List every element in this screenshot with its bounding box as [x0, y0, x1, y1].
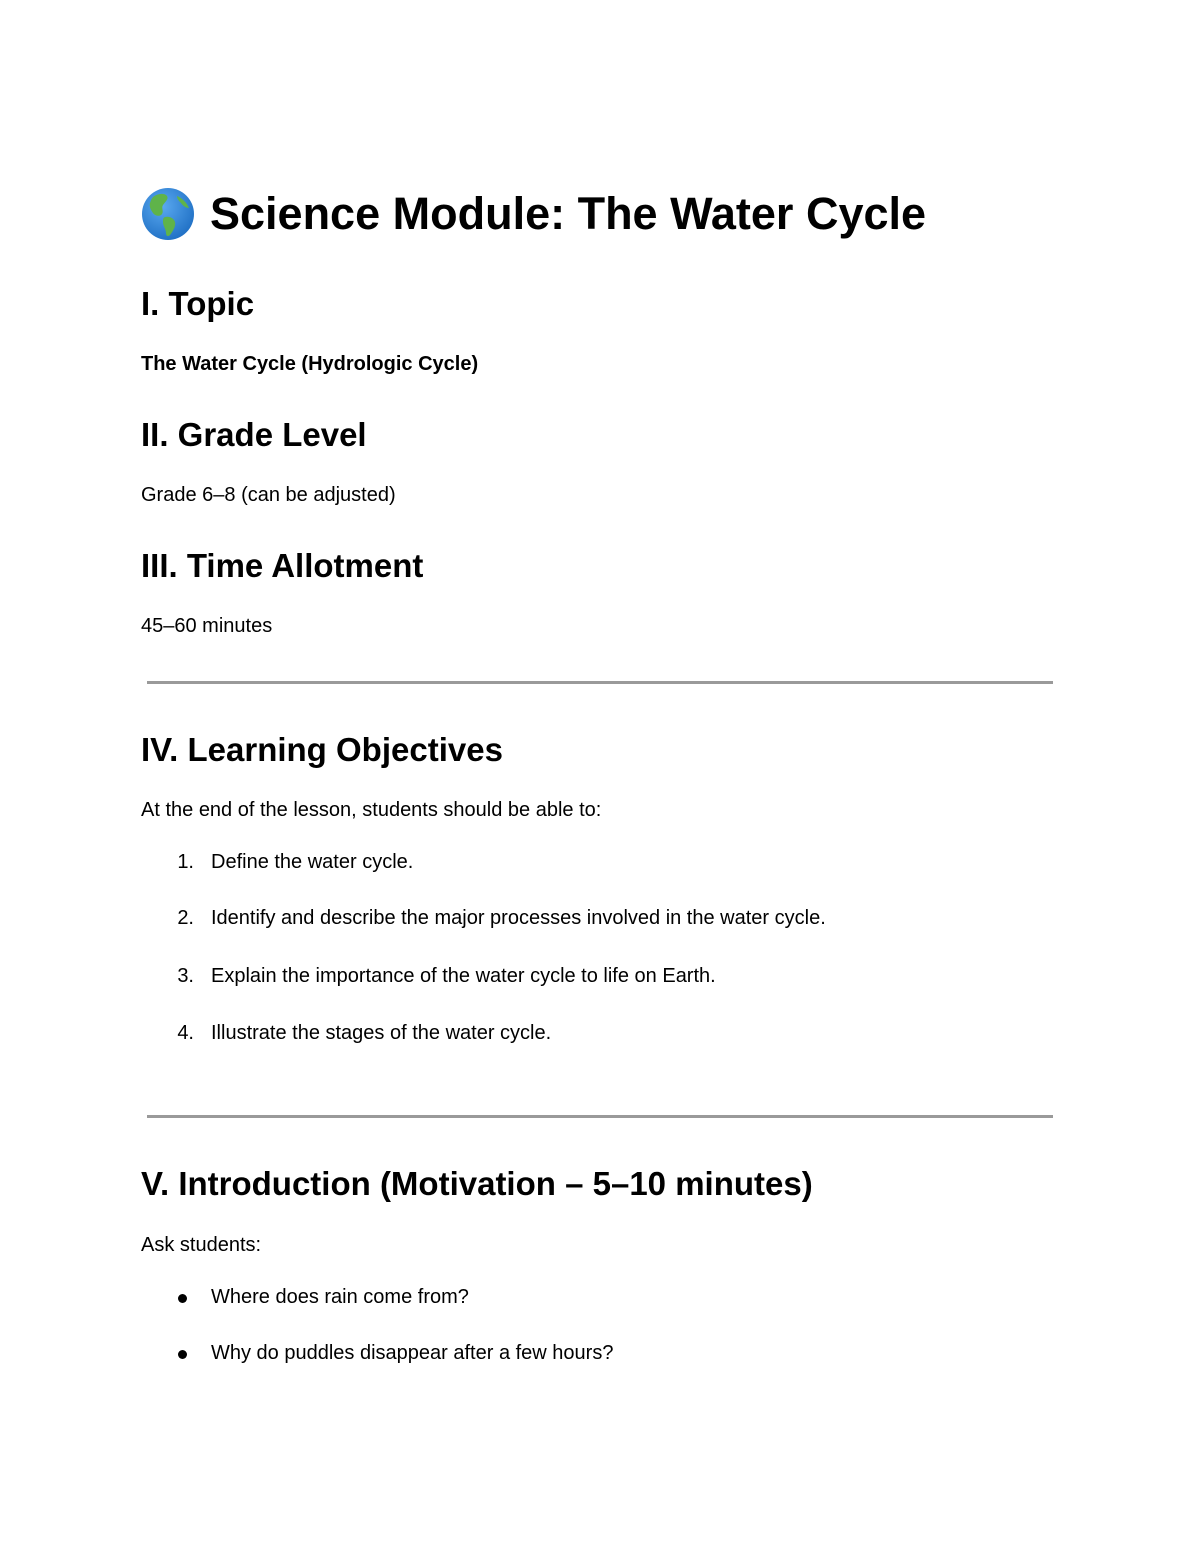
section-heading-grade-level: II. Grade Level [141, 416, 367, 453]
section-heading-time-allotment: III. Time Allotment [141, 547, 424, 584]
globe-americas-icon [141, 187, 195, 241]
bullet-marker [178, 1350, 187, 1359]
horizontal-rule [147, 681, 1053, 684]
list-item-text: Where does rain come from? [211, 1286, 469, 1308]
list-number: 4. [177, 1022, 194, 1044]
list-item-text: Explain the importance of the water cycle to life on Earth. [211, 965, 716, 987]
list-number: 2. [177, 907, 194, 929]
list-item-text: Identify and describe the major processes involved in the water cycle. [211, 907, 826, 929]
time-allotment-text: 45–60 minutes [141, 615, 273, 637]
list-number: 3. [177, 965, 194, 987]
section-heading-learning-objectives: IV. Learning Objectives [141, 731, 503, 768]
page-title-text: Science Module: The Water Cycle [210, 188, 927, 239]
page-title [141, 186, 926, 242]
list-item-text: Why do puddles disappear after a few hours? [211, 1342, 614, 1364]
introduction-intro: Ask students: [141, 1234, 262, 1256]
section-heading-introduction: V. Introduction (Motivation – 5–10 minutes) [141, 1165, 813, 1202]
list-item-text: Illustrate the stages of the water cycle. [211, 1022, 552, 1044]
list-item-text: Define the water cycle. [211, 851, 414, 873]
topic-text: The Water Cycle (Hydrologic Cycle) [141, 353, 479, 375]
objectives-intro: At the end of the lesson, students should be able to: [141, 799, 602, 821]
bullet-marker [178, 1294, 187, 1303]
horizontal-rule [147, 1115, 1053, 1118]
grade-level-text: Grade 6–8 (can be adjusted) [141, 484, 396, 506]
list-number: 1. [177, 851, 194, 873]
section-heading-topic: I. Topic [141, 285, 255, 322]
